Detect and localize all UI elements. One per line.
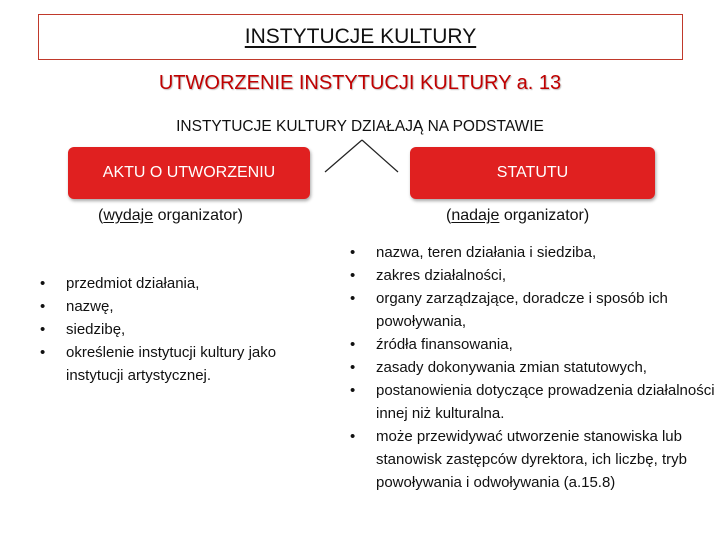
statute-note-rest: organizator) xyxy=(499,207,590,224)
act-contents-list xyxy=(40,272,315,387)
list-item: • organy zarządzające, doradcze i sposób ich powoływania, xyxy=(350,287,718,333)
act-note-verb: wydaje xyxy=(103,207,154,224)
list-item: • zakres działalności, xyxy=(350,264,718,287)
statute-box-label: STATUTU xyxy=(496,164,569,181)
subtitle: UTWORZENIE INSTYTUCJI KULTURY a. 13 xyxy=(158,72,562,94)
basis-heading: INSTYTUCJE KULTURY DZIAŁAJĄ NA PODSTAWIE xyxy=(176,118,544,135)
list-item: • nazwa, teren działania i siedziba, xyxy=(350,241,718,264)
list-item: • może przewidywać utworzenie stanowiska lub stanowisk zastępców dyrektora, ich liczbę, tryb powoływania i odwoływania (a.15.8) xyxy=(350,425,718,494)
act-note-open: ( xyxy=(98,207,104,224)
act-box-label: AKTU O UTWORZENIU xyxy=(102,164,276,181)
statute-contents-list xyxy=(350,241,718,494)
list-item: • zasady dokonywania zmian statutowych, xyxy=(350,356,718,379)
act-note xyxy=(98,207,243,225)
statute-note-open: ( xyxy=(446,207,452,224)
statute-note xyxy=(446,207,589,225)
statute-box xyxy=(410,147,655,199)
list-item: • nazwę, xyxy=(40,295,315,318)
list-item: • źródła finansowania, xyxy=(350,333,718,356)
connector-line-right xyxy=(362,140,398,172)
connector-line-left xyxy=(325,140,362,172)
statute-note-verb: nadaje xyxy=(451,207,500,224)
page-title: INSTYTUCJE KULTURY xyxy=(244,25,477,48)
list-item: • przedmiot działania, xyxy=(40,272,315,295)
act-box xyxy=(68,147,310,199)
list-item: • siedzibę, xyxy=(40,318,315,341)
list-item: • określenie instytucji kultury jako instytucji artystycznej. xyxy=(40,341,315,387)
act-note-rest: organizator) xyxy=(153,207,243,224)
list-item: • postanowienia dotyczące prowadzenia działalności innej niż kulturalna. xyxy=(350,379,718,425)
